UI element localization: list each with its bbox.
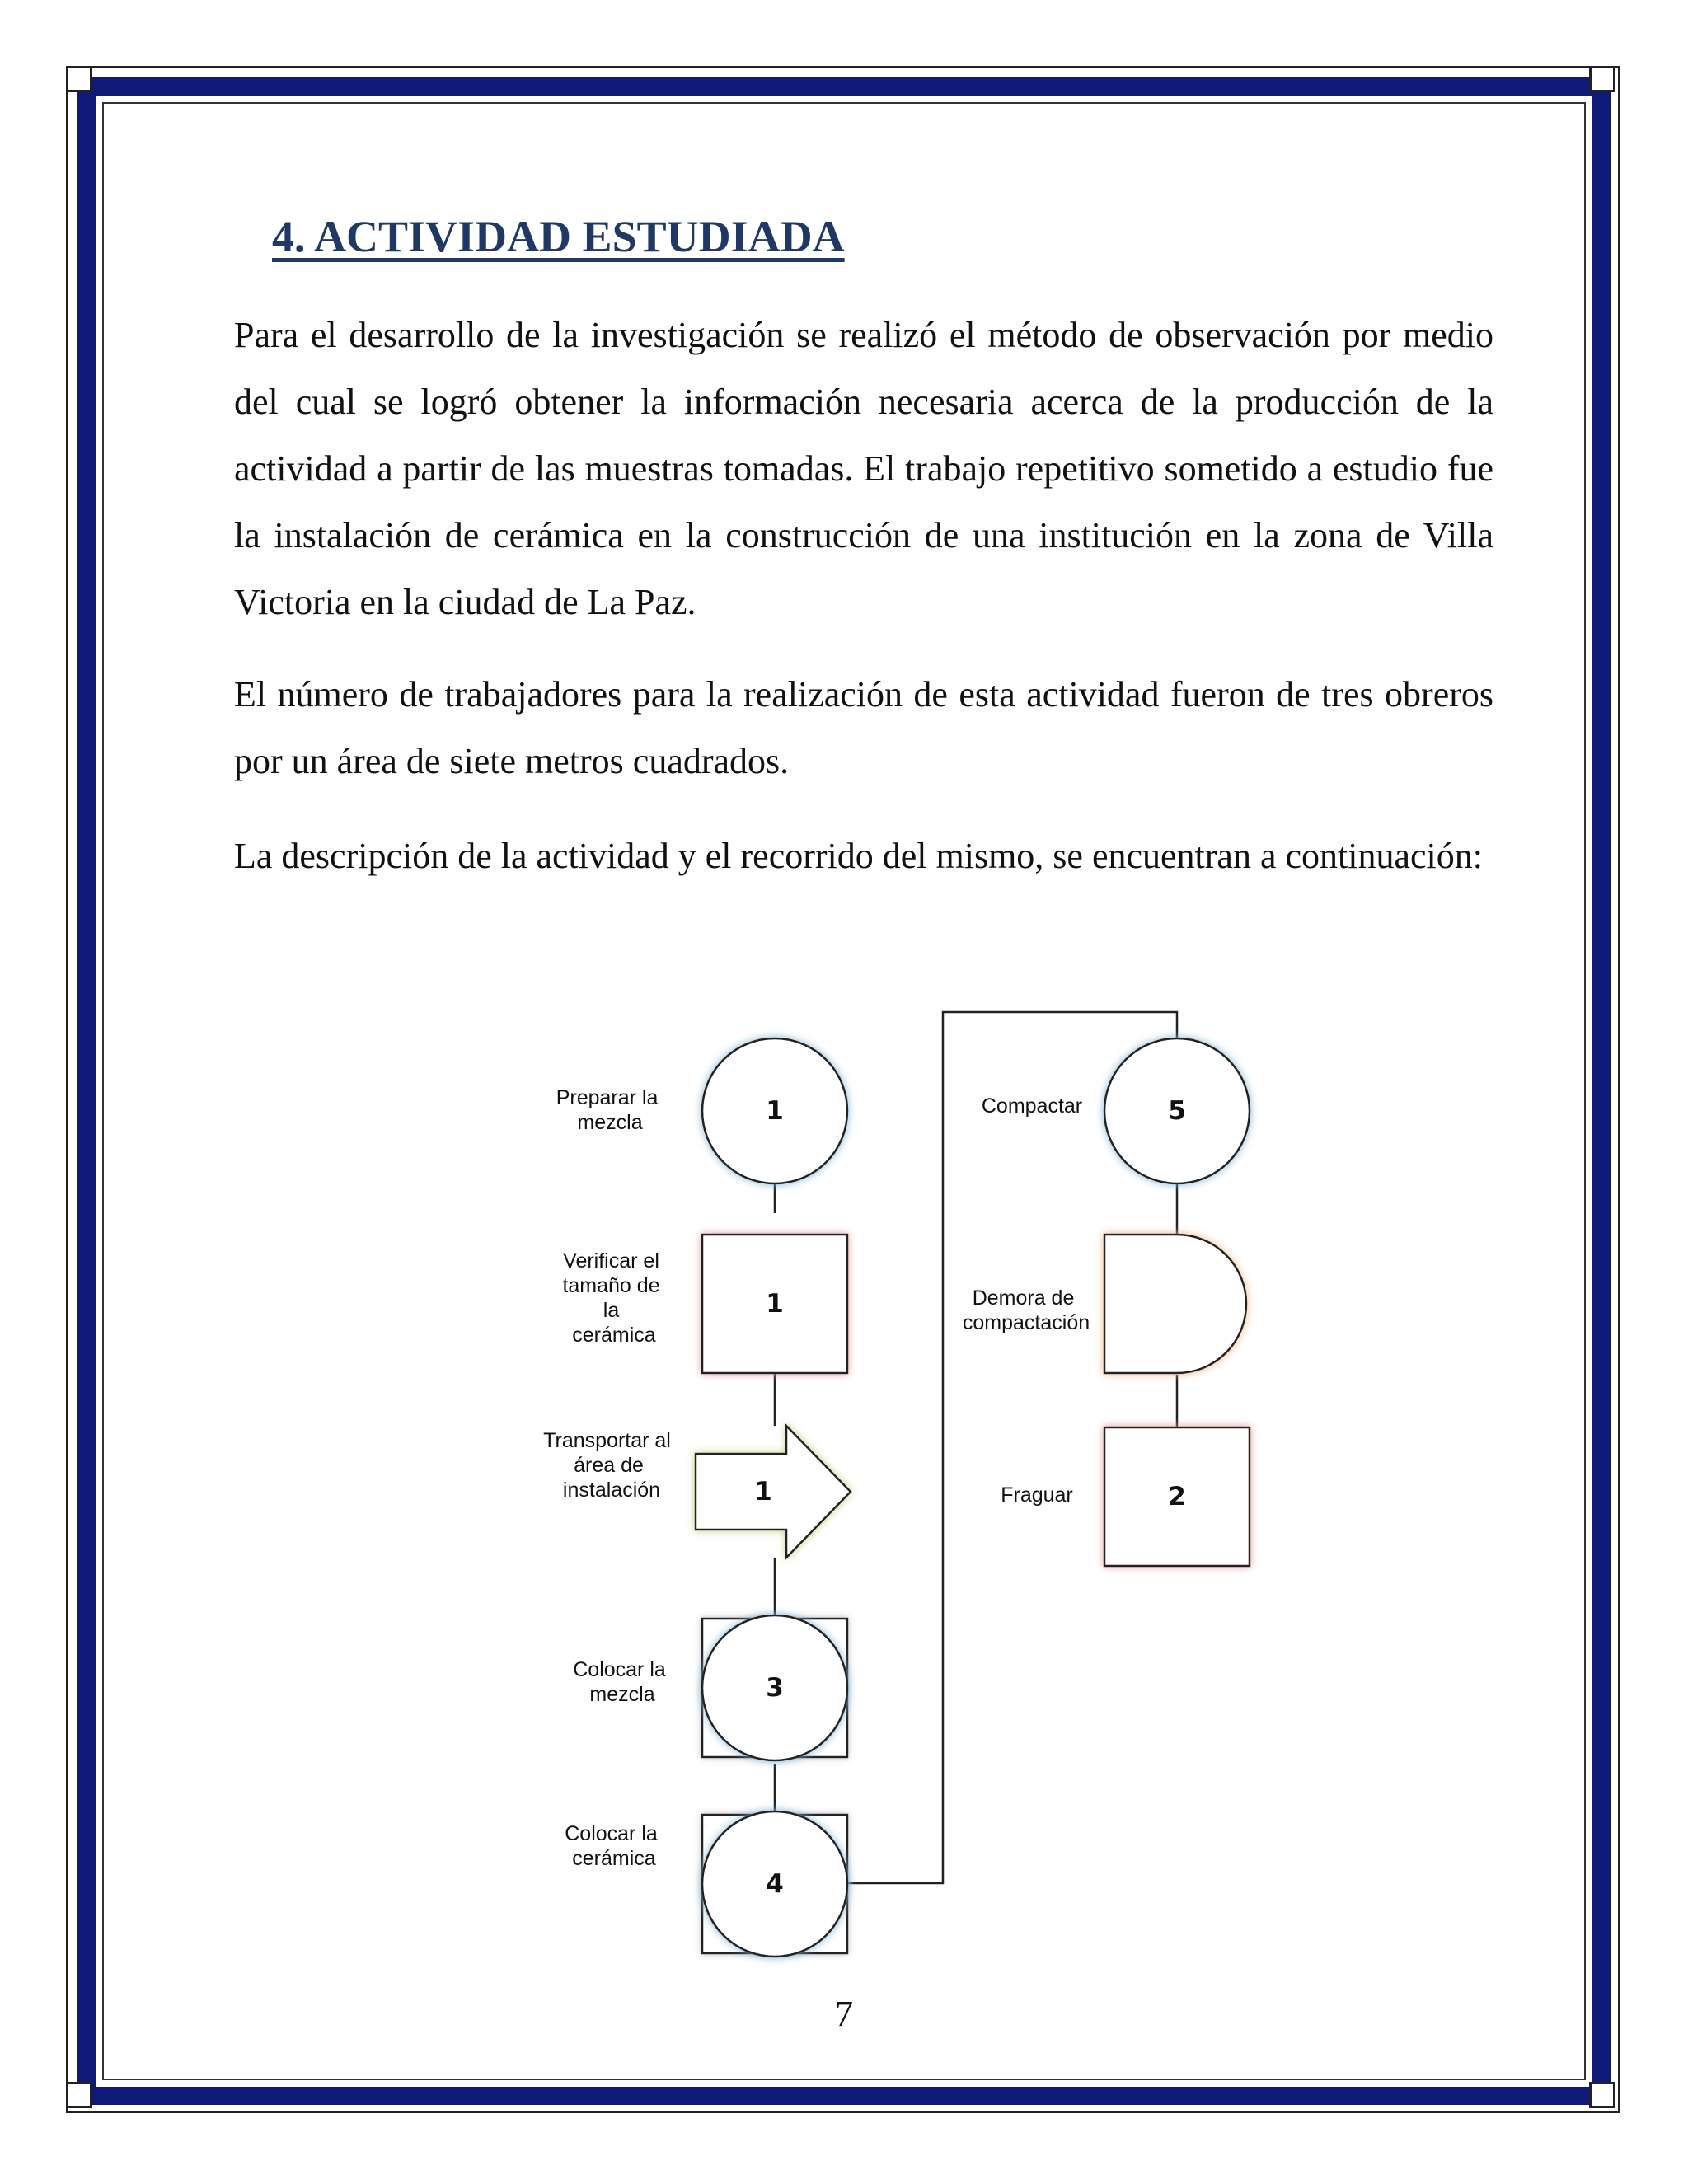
- body-paragraph: Para el desarrollo de la investigación se realizó el método de observación por medio del cual se logró obtener la información necesaria acerca de la producción de la actividad a partir de las muestras tomadas. El trabajo repetitivo sometido a estudio fue la instalación de cerámica en la construcción de una institución en la zona de Villa Victoria en la ciudad de La Paz.: [234, 315, 1493, 622]
- process-flow-diagram: [495, 989, 1319, 1978]
- body-paragraph: La descripción de la actividad y el recorrido del mismo, se encuentran a continuación:: [234, 836, 1483, 876]
- corner-ornament: [1589, 66, 1615, 92]
- delay-symbol: [1104, 1235, 1246, 1373]
- step-number: 1: [766, 1289, 784, 1319]
- step-number: 1: [754, 1477, 772, 1507]
- page-number: 7: [835, 1994, 853, 2034]
- step-label: Colocar la cerámica: [565, 1822, 658, 1870]
- corner-ornament: [1589, 2082, 1615, 2108]
- step-number: 5: [1168, 1096, 1186, 1126]
- step-label: Preparar la mezcla: [556, 1086, 659, 1134]
- corner-ornament: [66, 66, 92, 92]
- step-number: 1: [766, 1096, 784, 1126]
- body-paragraph: El número de trabajadores para la realización de esta actividad fueron de tres obreros por un área de siete metros cuadrados.: [234, 674, 1493, 781]
- step-label: Compactar: [981, 1094, 1083, 1118]
- step-label: Colocar la mezcla: [573, 1658, 666, 1706]
- step-number: 2: [1168, 1482, 1186, 1511]
- step-label: Demora de compactación: [962, 1286, 1090, 1334]
- transport-arrow-symbol: [696, 1426, 851, 1558]
- step-label: Fraguar: [1001, 1483, 1073, 1507]
- step-label: Transportar al área de instalación: [543, 1429, 671, 1502]
- step-number: 3: [766, 1673, 784, 1703]
- step-number: 4: [766, 1869, 784, 1899]
- section-heading: 4. ACTIVIDAD ESTUDIADA: [272, 212, 845, 261]
- step-label: Verificar el tamaño de la cerámica: [562, 1249, 660, 1347]
- corner-ornament: [66, 2082, 92, 2108]
